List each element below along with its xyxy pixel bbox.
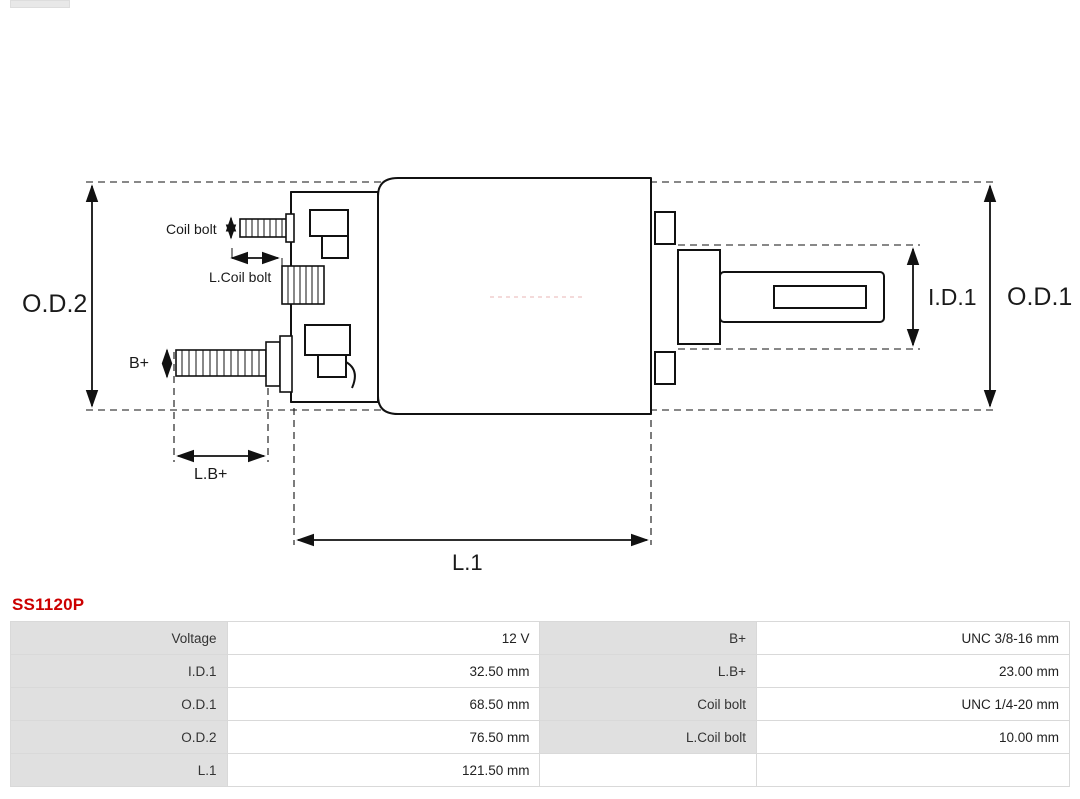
- spec-empty-cell: [540, 754, 757, 787]
- table-row: [11, 655, 1070, 688]
- spec-value-left: 12 V: [227, 622, 540, 655]
- label-coil-bolt: Coil bolt: [166, 221, 217, 237]
- table-row: [11, 721, 1070, 754]
- spec-value-left: 121.50 mm: [227, 754, 540, 787]
- spec-label-right: L.B+: [540, 655, 757, 688]
- spec-value-left: 68.50 mm: [227, 688, 540, 721]
- label-od2: O.D.2: [22, 290, 88, 318]
- spec-label-left: O.D.1: [11, 688, 228, 721]
- table-row: [11, 622, 1070, 655]
- spec-label-left: L.1: [11, 754, 228, 787]
- specifications-table: [10, 621, 1070, 787]
- spec-label-left: O.D.2: [11, 721, 228, 754]
- spec-label-left: Voltage: [11, 622, 228, 655]
- label-l1: L.1: [452, 550, 483, 575]
- label-od1: O.D.1: [1007, 283, 1073, 311]
- part-number: SS1120P: [12, 595, 85, 614]
- spec-label-right: B+: [540, 622, 757, 655]
- table-row: [11, 688, 1070, 721]
- spec-value-right: 10.00 mm: [757, 721, 1070, 754]
- table-row: [11, 754, 1070, 787]
- label-l-coil-bolt: L.Coil bolt: [209, 269, 272, 285]
- label-lbplus: L.B+: [194, 466, 228, 483]
- spec-label-right: L.Coil bolt: [540, 721, 757, 754]
- spec-value-right: 23.00 mm: [757, 655, 1070, 688]
- spec-value-right: UNC 1/4-20 mm: [757, 688, 1070, 721]
- spec-value-left: 76.50 mm: [227, 721, 540, 754]
- label-id1: I.D.1: [928, 284, 977, 310]
- spec-value-right: UNC 3/8-16 mm: [757, 622, 1070, 655]
- label-bplus: B+: [129, 355, 150, 372]
- spec-empty-cell: [757, 754, 1070, 787]
- spec-label-left: I.D.1: [11, 655, 228, 688]
- spec-label-right: Coil bolt: [540, 688, 757, 721]
- spec-value-left: 32.50 mm: [227, 655, 540, 688]
